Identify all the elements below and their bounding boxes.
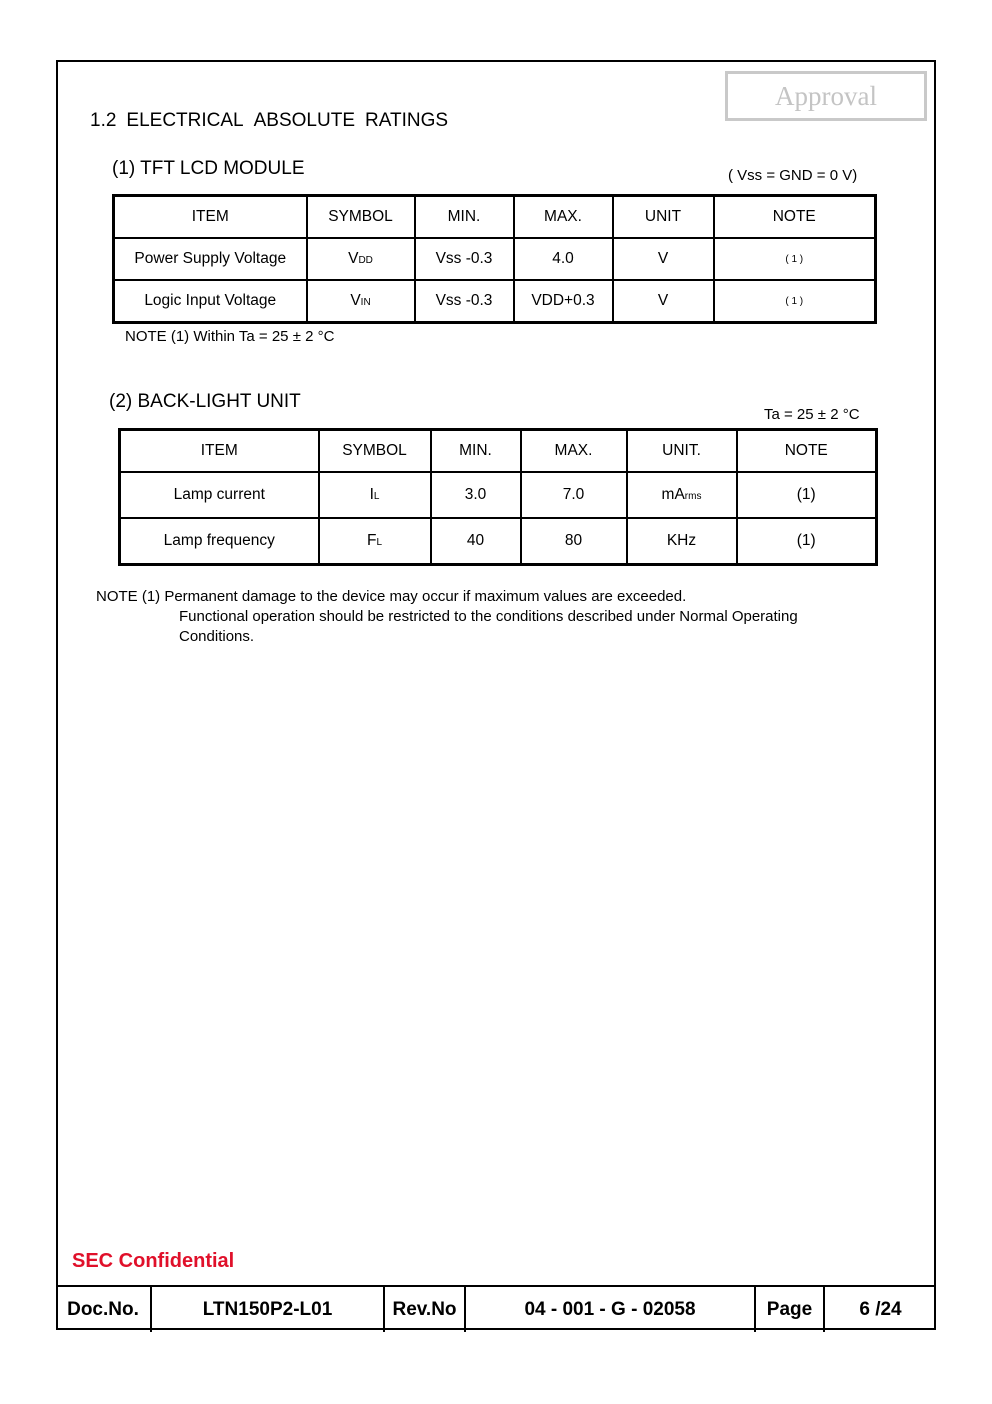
cell-symbol: VIN bbox=[307, 280, 415, 323]
cell-min: Vss -0.3 bbox=[415, 238, 514, 280]
tft-module-title: (1) TFT LCD MODULE bbox=[112, 158, 305, 179]
table-row bbox=[114, 238, 876, 280]
table-row bbox=[114, 280, 876, 323]
cell-item: Lamp frequency bbox=[120, 518, 319, 565]
cell-item: Logic Input Voltage bbox=[114, 280, 307, 323]
page-number: 6 /24 bbox=[859, 1298, 902, 1320]
cell-note: ( 1 ) bbox=[714, 238, 876, 280]
table-row bbox=[120, 518, 877, 565]
cell-max: 80 bbox=[521, 518, 627, 565]
rev-no-label: Rev.No bbox=[385, 1287, 466, 1332]
header-min: MIN. bbox=[431, 430, 521, 473]
backlight-note: NOTE (1) Permanent damage to the device may occur if maximum values are exceeded. Functional operation should be restricted to the conditions described under Normal Operating Conditions. bbox=[96, 588, 798, 645]
approval-stamp: Approval bbox=[725, 71, 927, 121]
cell-note: ( 1 ) bbox=[714, 280, 876, 323]
confidential-label: SEC Confidential bbox=[72, 1250, 235, 1272]
cell-unit: mArms bbox=[627, 472, 737, 518]
header-item: ITEM bbox=[114, 196, 307, 239]
cell-note: (1) bbox=[737, 518, 877, 565]
backlight-ratings-table bbox=[118, 428, 878, 566]
cell-item: Lamp current bbox=[120, 472, 319, 518]
cell-min: Vss -0.3 bbox=[415, 280, 514, 323]
table-header-row bbox=[120, 430, 877, 473]
tft-condition: ( Vss = GND = 0 V) bbox=[728, 167, 858, 184]
cell-note: (1) bbox=[737, 472, 877, 518]
cell-unit: KHz bbox=[627, 518, 737, 565]
table-row bbox=[120, 472, 877, 518]
backlight-condition: Ta = 25 ± 2 °C bbox=[764, 406, 860, 423]
cell-min: 40 bbox=[431, 518, 521, 565]
header-symbol: SYMBOL bbox=[319, 430, 431, 473]
section-heading: 1.2 ELECTRICAL ABSOLUTE RATINGS bbox=[90, 110, 449, 131]
cell-symbol: VDD bbox=[307, 238, 415, 280]
header-max: MAX. bbox=[521, 430, 627, 473]
doc-no-value: LTN150P2-L01 bbox=[152, 1287, 385, 1332]
cell-item: Power Supply Voltage bbox=[114, 238, 307, 280]
header-note: NOTE bbox=[737, 430, 877, 473]
cell-max: VDD+0.3 bbox=[514, 280, 613, 323]
header-min: MIN. bbox=[415, 196, 514, 239]
backlight-title: (2) BACK-LIGHT UNIT bbox=[109, 391, 301, 412]
header-max: MAX. bbox=[514, 196, 613, 239]
page-label: Page bbox=[756, 1287, 825, 1332]
header-symbol: SYMBOL bbox=[307, 196, 415, 239]
tft-ratings-table bbox=[112, 194, 877, 324]
header-item: ITEM bbox=[120, 430, 319, 473]
cell-symbol: FL bbox=[319, 518, 431, 565]
cell-symbol: IL bbox=[319, 472, 431, 518]
table-header-row bbox=[114, 196, 876, 239]
doc-no-label: Doc.No. bbox=[56, 1287, 152, 1332]
tft-note: NOTE (1) Within Ta = 25 ± 2 °C bbox=[125, 328, 335, 345]
cell-min: 3.0 bbox=[431, 472, 521, 518]
cell-unit: V bbox=[613, 238, 714, 280]
header-unit: UNIT. bbox=[627, 430, 737, 473]
header-note: NOTE bbox=[714, 196, 876, 239]
header-unit: UNIT bbox=[613, 196, 714, 239]
rev-no-value: 04 - 001 - G - 02058 bbox=[466, 1287, 756, 1332]
cell-unit: V bbox=[613, 280, 714, 323]
cell-max: 4.0 bbox=[514, 238, 613, 280]
document-footer bbox=[56, 1285, 936, 1332]
cell-max: 7.0 bbox=[521, 472, 627, 518]
